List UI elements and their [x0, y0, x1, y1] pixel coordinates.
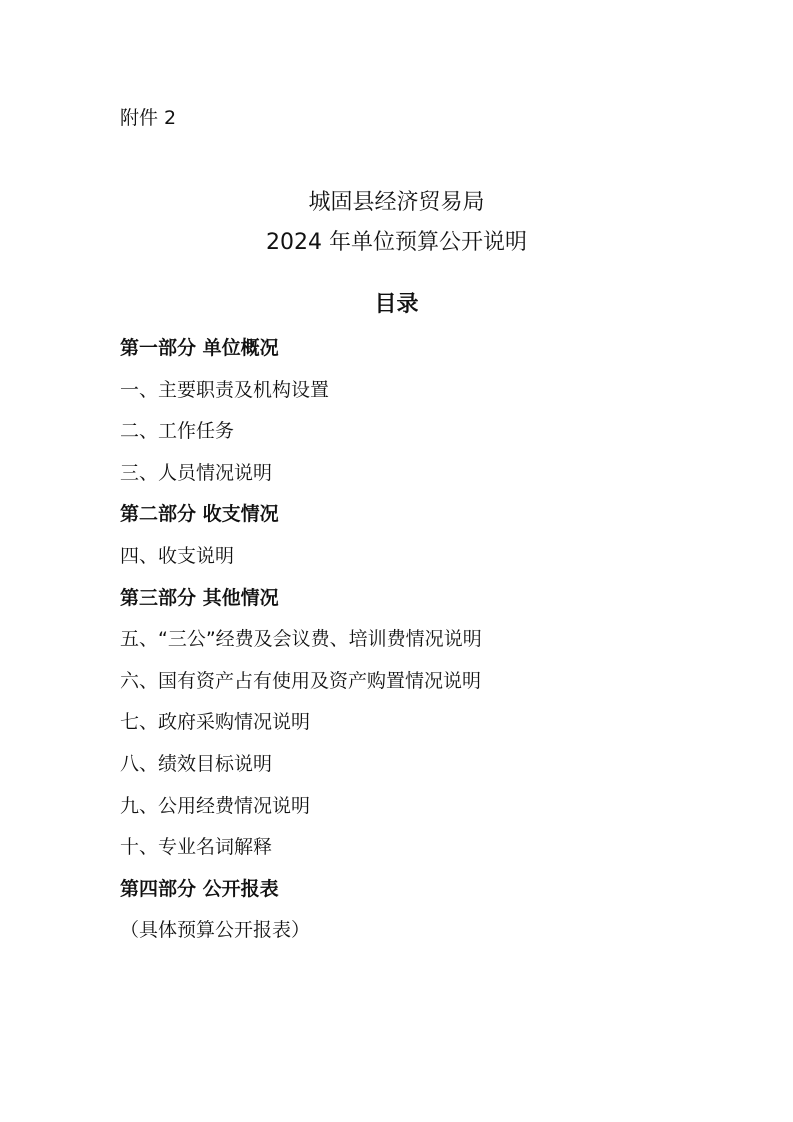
document-title-line2: 2024 年单位预算公开说明: [266, 230, 527, 255]
toc-item-1: 一、主要职责及机构设置: [120, 378, 330, 401]
toc-item-8: 八、绩效目标说明: [120, 752, 273, 775]
toc-item-9: 九、公用经费情况说明: [120, 794, 311, 817]
toc-part-1: 第一部分 单位概况: [120, 337, 279, 359]
toc-item-7: 七、政府采购情况说明: [120, 711, 311, 734]
toc-item-6: 六、国有资产占有使用及资产购置情况说明: [120, 669, 482, 692]
toc-part-4: 第四部分 公开报表: [120, 877, 279, 900]
toc-item-2: 二、工作任务: [120, 420, 235, 443]
document-title-line1: 城固县经济贸易局: [308, 190, 485, 215]
toc-item-5: 五、“三公”经费及会议费、培训费情况说明: [120, 628, 482, 651]
attachment-label: 附件 2: [120, 107, 177, 129]
toc-item-4: 四、收支说明: [120, 544, 235, 567]
toc-item-10: 十、专业名词解释: [120, 836, 273, 859]
table-of-contents: [120, 328, 740, 952]
toc-item-3: 三、人员情况说明: [120, 461, 273, 484]
toc-part-2: 第二部分 收支情况: [120, 503, 279, 526]
toc-note: （具体预算公开报表）: [120, 919, 311, 942]
toc-heading: 目录: [374, 292, 419, 317]
toc-part-3: 第三部分 其他情况: [120, 586, 279, 609]
